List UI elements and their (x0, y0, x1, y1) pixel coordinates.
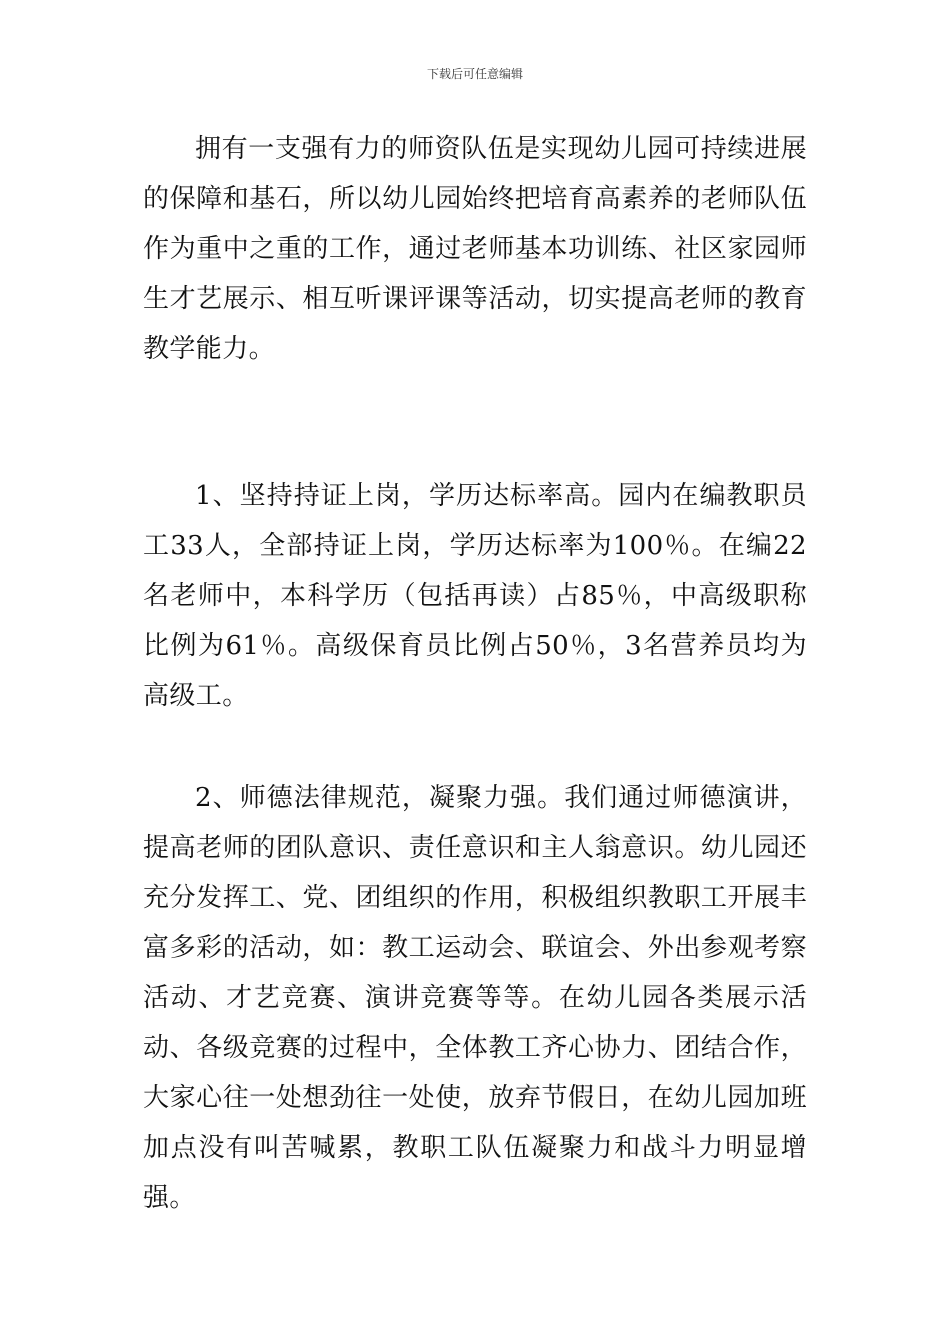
paragraph-certification-qualifications: 1、坚持持证上岗，学历达标率高。园内在编教职员工33人，全部持证上岗，学历达标率为100％。在编22名老师中，本科学历（包括再读）占85％，中高级职称比例为61％。高级保育员比例占50％，3名营养员均为高级工。 (143, 481, 807, 711)
paragraph-teacher-team-intro: 拥有一支强有力的师资队伍是实现幼儿园可持续进展的保障和基石，所以幼儿园始终把培育高素养的老师队伍作为重中之重的工作，通过老师基本功训练、社区家园师生才艺展示、相互听课评课等活动，切实提高老师的教育教学能力。 (143, 134, 807, 364)
paragraph-ethics-cohesion: 2、师德法律规范，凝聚力强。我们通过师德演讲，提高老师的团队意识、责任意识和主人翁意识。幼儿园还充分发挥工、党、团组织的作用，积极组织教职工开展丰富多彩的活动，如：教工运动会、联谊会、外出参观考察活动、才艺竞赛、演讲竞赛等等。在幼儿园各类展示活动、各级竞赛的过程中，全体教工齐心协力、团结合作，大家心往一处想劲往一处使，放弃节假日，在幼儿园加班加点没有叫苦喊累，教职工队伍凝聚力和战斗力明显增强。 (143, 783, 807, 1213)
page-header: 下载后可任意编辑 (426, 67, 523, 81)
